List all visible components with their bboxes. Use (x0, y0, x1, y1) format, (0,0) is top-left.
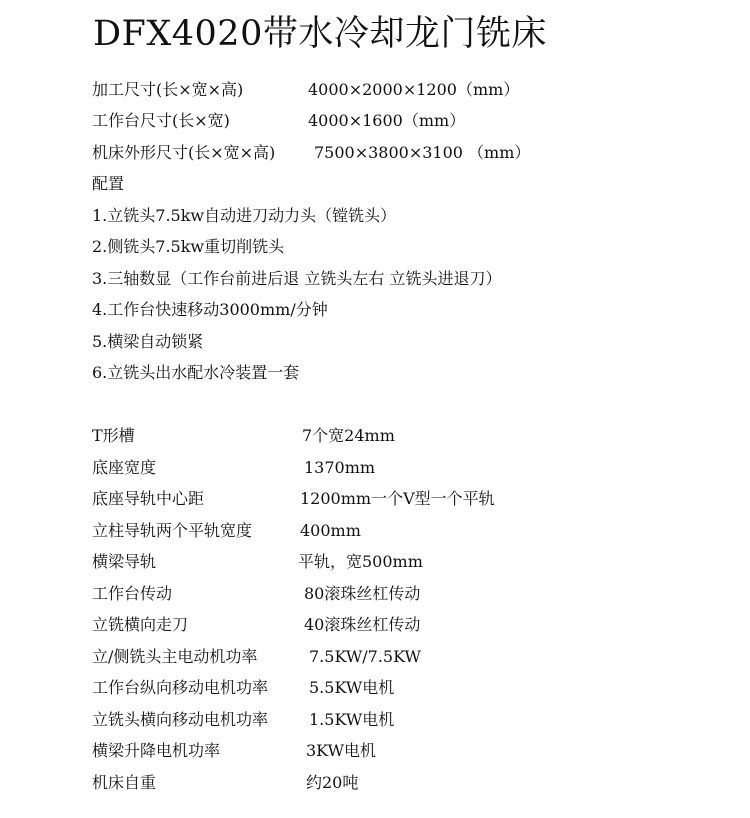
config-item: 1.立铣头7.5kw自动进刀动力头（镗铣头） (92, 206, 397, 225)
spec-value: 约20吨 (306, 773, 359, 792)
spec-label: 横梁导轨 (92, 552, 157, 571)
dimension-label: 机床外形尺寸(长×宽×高) (92, 143, 276, 162)
spec-label: 机床自重 (92, 773, 157, 792)
spec-value: 1200mm一个V型一个平轨 (300, 489, 495, 508)
config-item: 3.三轴数显（工作台前进后退 立铣头左右 立铣头进退刀） (92, 269, 502, 288)
spec-label: 立/侧铣头主电动机功率 (92, 647, 258, 666)
spec-value: 7.5KW/7.5KW (309, 647, 421, 666)
spec-value: 1.5KW电机 (309, 710, 395, 729)
dimension-label: 工作台尺寸(长×宽) (92, 111, 230, 130)
spec-value: 平轨，宽500mm (298, 552, 423, 571)
page-title: DFX4020带水冷却龙门铣床 (93, 14, 547, 54)
config-item: 6.立铣头出水配水冷装置一套 (92, 363, 300, 382)
spec-label: T形槽 (92, 426, 135, 445)
config-item: 4.工作台快速移动3000mm/分钟 (92, 300, 328, 319)
spec-value: 3KW电机 (306, 741, 377, 760)
dimension-value: 4000×1600（mm） (308, 111, 466, 130)
spec-label: 横梁升降电机功率 (92, 741, 221, 760)
spec-label: 立铣横向走刀 (92, 615, 189, 634)
spec-value: 1370mm (304, 458, 376, 477)
config-item: 2.侧铣头7.5kw重切削铣头 (92, 237, 285, 256)
spec-label: 工作台传动 (92, 584, 173, 603)
config-heading: 配置 (92, 174, 125, 193)
spec-label: 底座宽度 (92, 458, 157, 477)
spec-label: 底座导轨中心距 (92, 489, 205, 508)
spec-value: 7个宽24mm (302, 426, 395, 445)
spec-value: 5.5KW电机 (309, 678, 395, 697)
dimension-value: 7500×3800×3100 （mm） (314, 143, 531, 162)
spec-label: 立铣头横向移动电机功率 (92, 710, 269, 729)
dimension-label: 加工尺寸(长×宽×高) (92, 80, 244, 99)
config-item: 5.横梁自动锁紧 (92, 332, 204, 351)
spec-value: 40滚珠丝杠传动 (304, 615, 421, 634)
spec-value: 400mm (300, 521, 361, 540)
spec-label: 工作台纵向移动电机功率 (92, 678, 269, 697)
spec-label: 立柱导轨两个平轨宽度 (92, 521, 253, 540)
spec-value: 80滚珠丝杠传动 (304, 584, 421, 603)
dimension-value: 4000×2000×1200（mm） (308, 80, 520, 99)
